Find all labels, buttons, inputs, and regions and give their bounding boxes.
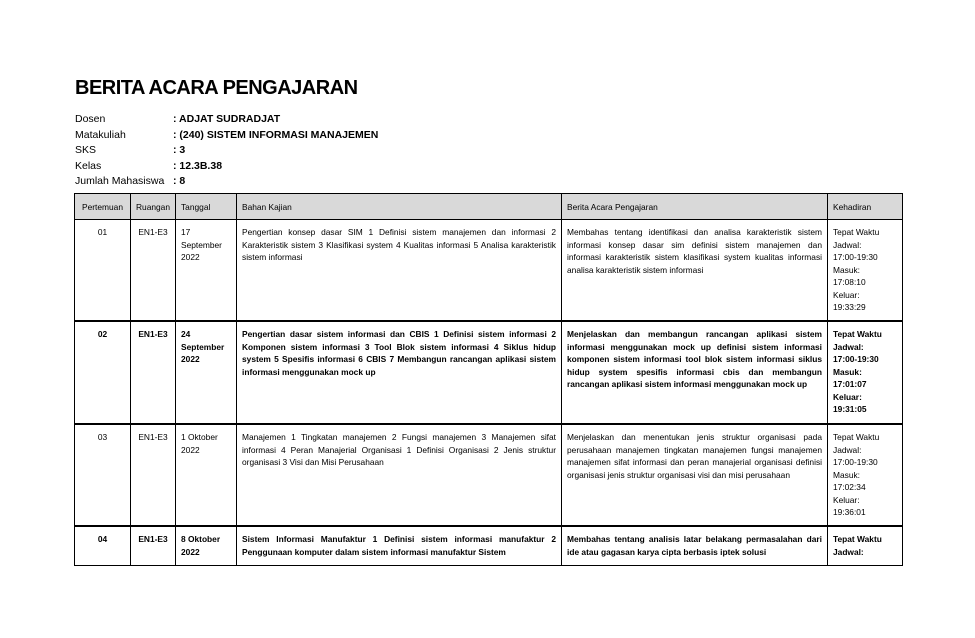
info-label: Jumlah Mahasiswa bbox=[75, 175, 165, 187]
teaching-record-table bbox=[74, 193, 903, 566]
kehadiran-masuk-value: 17:08:10 bbox=[833, 277, 866, 287]
cell-tanggal: 24 September 2022 bbox=[176, 321, 237, 424]
document-title: BERITA ACARA PENGAJARAN bbox=[75, 77, 358, 99]
cell-bahan-kajian: Sistem Informasi Manufaktur 1 Definisi sistem informasi manufaktur 2 Penggunaan komputer dalam sistem informasi manufaktur Sistem bbox=[237, 526, 562, 566]
cell-kehadiran bbox=[828, 321, 903, 424]
info-value: : ADJAT SUDRADJAT bbox=[173, 113, 281, 125]
cell-pertemuan: 04 bbox=[75, 526, 131, 566]
course-info bbox=[75, 112, 378, 190]
cell-bahan-kajian: Pengertian konsep dasar SIM 1 Definisi sistem manajemen dan informasi 2 Karakteristik sistem 3 Klasifikasi system 4 Kualitas informasi 5 Analisa karakteristik sistem informasi bbox=[237, 220, 562, 322]
kehadiran-masuk-label: Masuk: bbox=[833, 469, 860, 480]
header-tanggal: Tanggal bbox=[176, 194, 237, 220]
kehadiran-masuk-value: 17:02:34 bbox=[833, 482, 866, 492]
info-value: : (240) SISTEM INFORMASI MANAJEMEN bbox=[173, 128, 379, 141]
cell-bahan-kajian: Pengertian dasar sistem informasi dan CBIS 1 Definisi sistem informasi 2 Komponen sistem informasi 3 Tool Blok sistem informasi 4 Siklus hidup system 5 Spesifis informasi 6 CBIS 7 Membangun rancangan aplikasi sistem informasi menggunakan mock up bbox=[237, 321, 562, 424]
kehadiran-status: Tepat Waktu bbox=[833, 329, 882, 339]
cell-berita-acara: Membahas tentang analisis latar belakang permasalahan dari ide atau gagasan karya cipta berbasis iptek solusi bbox=[562, 526, 828, 566]
info-value: : 3 bbox=[173, 144, 186, 156]
cell-bahan-kajian: Manajemen 1 Tingkatan manajemen 2 Fungsi manajemen 3 Manajemen sifat informasi 4 Peran Manajerial Organisasi 1 Definisi Organisasi 2 Jenis struktur organisasi 3 Visi dan Misi Perusahaan bbox=[237, 424, 562, 526]
table-header-row bbox=[75, 194, 903, 220]
cell-tanggal: 1 Oktober 2022 bbox=[176, 424, 237, 526]
kehadiran-jadwal-label: Jadwal: bbox=[833, 444, 862, 455]
info-value: : 8 bbox=[173, 175, 186, 187]
cell-berita-acara: Menjelaskan dan membangun rancangan aplikasi sistem informasi menggunakan mock up definisi sistem informasi komponen sistem informasi tool blok sistem informasi siklus hidup system spesifis informasi cbis dan membangun rancangan aplikasi sistem informasi menggunakan mock up bbox=[562, 321, 828, 424]
kehadiran-jadwal-value: 17:00-19:30 bbox=[833, 252, 878, 262]
cell-ruangan: EN1-E3 bbox=[131, 321, 176, 424]
cell-berita-acara: Menjelaskan dan menentukan jenis struktur organisasi pada perusahaan manajemen tingkatan manajemen fungsi manajemen manajemen sifat informasi dan peran manajerial organisasi definisi organisasi jenis struktur organisasi visi dan misi perusahaan bbox=[562, 424, 828, 526]
table-row bbox=[75, 526, 903, 566]
cell-berita-acara: Membahas tentang identifikasi dan analisa karakteristik sistem informasi konsep dasar sim definisi sistem manajemen dan informasi karakteristik sistem klasifikasi system kualitas informasi analisa karakteristik sistem informasi bbox=[562, 220, 828, 322]
info-label: Kelas bbox=[75, 159, 102, 172]
kehadiran-keluar-value: 19:31:05 bbox=[833, 404, 867, 414]
header-pertemuan: Pertemuan bbox=[75, 194, 131, 220]
kehadiran-jadwal-label: Jadwal: bbox=[833, 341, 864, 352]
cell-ruangan: EN1-E3 bbox=[131, 424, 176, 526]
header-ruangan: Ruangan bbox=[131, 194, 176, 220]
kehadiran-masuk-label: Masuk: bbox=[833, 264, 860, 275]
kehadiran-status: Tepat Waktu bbox=[833, 534, 882, 544]
cell-pertemuan: 02 bbox=[75, 321, 131, 424]
cell-tanggal: 17 September 2022 bbox=[176, 220, 237, 322]
table-row bbox=[75, 220, 903, 322]
info-row-kelas bbox=[75, 159, 378, 175]
kehadiran-keluar-label: Keluar: bbox=[833, 289, 860, 300]
header-berita-acara: Berita Acara Pengajaran bbox=[562, 194, 828, 220]
info-value: : 12.3B.38 bbox=[173, 159, 223, 172]
cell-ruangan: EN1-E3 bbox=[131, 220, 176, 322]
kehadiran-jadwal-value: 17:00-19:30 bbox=[833, 457, 878, 467]
cell-kehadiran bbox=[828, 220, 903, 322]
info-row-matakuliah bbox=[75, 128, 378, 144]
kehadiran-keluar-value: 19:33:29 bbox=[833, 302, 866, 312]
info-label: SKS bbox=[75, 144, 97, 156]
cell-tanggal: 8 Oktober 2022 bbox=[176, 526, 237, 566]
kehadiran-keluar-value: 19:36:01 bbox=[833, 507, 866, 517]
header-kehadiran: Kehadiran bbox=[828, 194, 903, 220]
kehadiran-jadwal-label: Jadwal: bbox=[833, 239, 862, 250]
table-row bbox=[75, 321, 903, 424]
kehadiran-status: Tepat Waktu bbox=[833, 432, 880, 442]
cell-ruangan: EN1-E3 bbox=[131, 526, 176, 566]
cell-pertemuan: 01 bbox=[75, 220, 131, 322]
info-row-dosen bbox=[75, 112, 378, 128]
cell-kehadiran bbox=[828, 424, 903, 526]
kehadiran-keluar-label: Keluar: bbox=[833, 494, 860, 505]
info-row-jumlah-mahasiswa bbox=[75, 174, 378, 190]
header-bahan-kajian: Bahan Kajian bbox=[237, 194, 562, 220]
info-row-sks bbox=[75, 143, 378, 159]
cell-kehadiran bbox=[828, 526, 903, 566]
kehadiran-status: Tepat Waktu bbox=[833, 227, 880, 237]
cell-pertemuan: 03 bbox=[75, 424, 131, 526]
table-row bbox=[75, 424, 903, 526]
info-label: Dosen bbox=[75, 113, 106, 125]
kehadiran-jadwal-value: 17:00-19:30 bbox=[833, 354, 879, 364]
kehadiran-masuk-value: 17:01:07 bbox=[833, 379, 867, 389]
kehadiran-jadwal-label: Jadwal: bbox=[833, 546, 864, 557]
info-label: Matakuliah bbox=[75, 128, 126, 141]
kehadiran-keluar-label: Keluar: bbox=[833, 391, 862, 402]
kehadiran-masuk-label: Masuk: bbox=[833, 366, 862, 377]
